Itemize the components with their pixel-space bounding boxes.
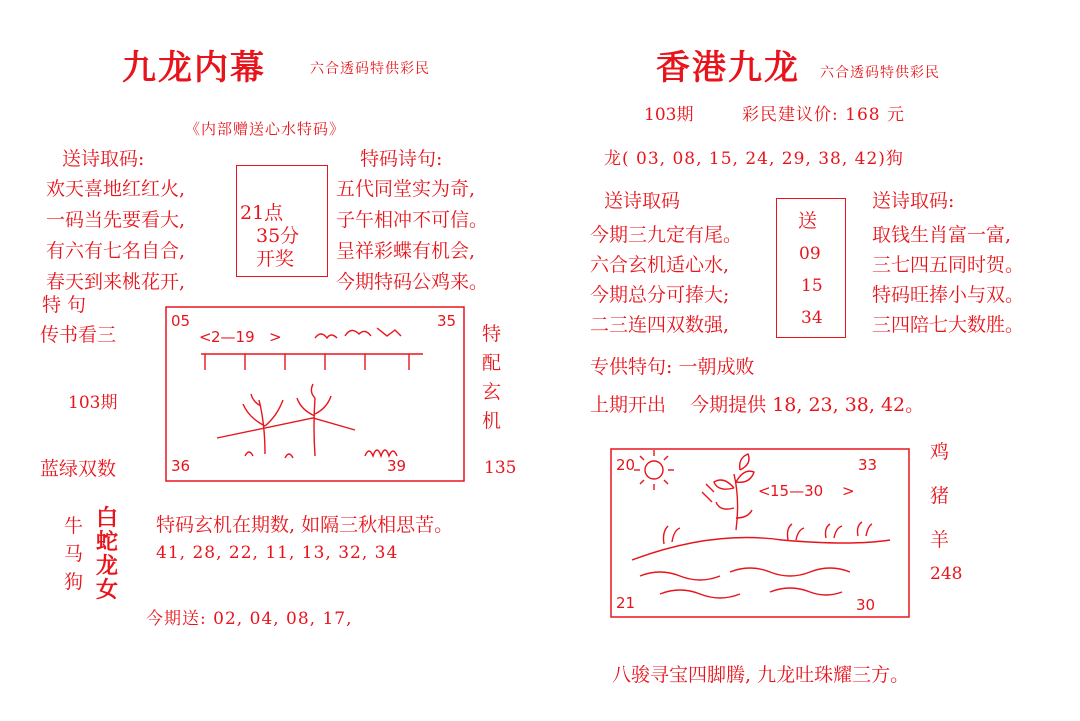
sketch-range: 2—19 xyxy=(211,328,255,346)
sketch-corner-tl: 05 xyxy=(171,312,191,330)
zodiac-char: 鸡 xyxy=(930,441,950,463)
flower-sketch xyxy=(702,454,754,530)
zodiac-small: 牛 xyxy=(64,515,84,537)
zodiac-char: 猪 xyxy=(930,485,950,507)
left-verse-header: 特码诗句: xyxy=(360,148,443,170)
right-special: 专供特句: 一朝成败 xyxy=(590,356,755,378)
right-issue: 103期 xyxy=(644,105,694,125)
plants-sketch xyxy=(217,384,397,458)
sketch-corner-br: 30 xyxy=(856,596,876,614)
right-side-number: 248 xyxy=(930,564,963,584)
left-subtitle: 六合透码特供彩民 xyxy=(310,61,430,77)
right-poem-right xyxy=(872,220,1024,340)
left-right-number: 135 xyxy=(484,458,517,478)
right-poem-left-line: 今期总分可捧大; xyxy=(590,284,730,306)
left-riddle: 特码玄机在期数, 如隔三秋相思苦。 xyxy=(156,514,454,536)
zodiac-small: 狗 xyxy=(64,571,84,593)
left-time-hour: 21点 xyxy=(240,202,284,224)
right-send-number: 09 xyxy=(799,244,821,264)
sketch-corner-br: 39 xyxy=(387,457,407,475)
right-subtitle: 六合透码特供彩民 xyxy=(820,65,940,81)
left-hint-line: 传书看三 xyxy=(40,324,117,346)
right-title: 香港九龙 xyxy=(656,48,800,88)
right-poem-right-line: 特码旺捧小与双。 xyxy=(872,284,1025,306)
vertical-char: 玄 xyxy=(482,381,502,403)
left-poem-line: 春天到来桃花开, xyxy=(46,271,186,293)
right-vertical-zodiac xyxy=(930,430,949,562)
left-gift-line: 《内部赠送心水特码》 xyxy=(185,120,346,138)
sketch-frame xyxy=(611,449,909,617)
zodiac-big: 蛇 xyxy=(96,529,119,555)
right-poem-left-line: 六合玄机适心水, xyxy=(590,254,730,276)
sketch-corner-tr: 35 xyxy=(437,312,457,330)
right-dragon-line: 龙( 03, 08, 15, 24, 29, 38, 42)狗 xyxy=(604,149,904,169)
right-poem-header-left: 送诗取码 xyxy=(604,190,681,212)
vertical-char: 机 xyxy=(482,410,502,432)
sketch-range: 15—30 xyxy=(770,482,824,500)
cloud-scribbles xyxy=(315,328,401,338)
left-send: 今期送: 02, 04, 08, 17, xyxy=(146,609,353,629)
zodiac-small-column xyxy=(64,512,83,596)
sketch-range-close: > xyxy=(269,328,282,346)
sketch-corner-bl: 36 xyxy=(171,457,191,475)
zodiac-big: 白 xyxy=(96,505,119,531)
right-send-label: 送 xyxy=(798,210,818,232)
left-verse xyxy=(336,174,488,298)
left-issue: 103期 xyxy=(68,393,118,413)
zodiac-big: 女 xyxy=(96,577,119,603)
zodiac-char: 羊 xyxy=(930,529,950,551)
right-poem-right-line: 取钱生肖富一富, xyxy=(872,224,1012,246)
right-poem-left xyxy=(590,220,742,340)
right-poem-header-right: 送诗取码: xyxy=(872,190,955,212)
left-poem-line: 欢天喜地红红火, xyxy=(46,178,186,200)
left-verse-line: 今期特码公鸡来。 xyxy=(336,271,489,293)
left-special-label: 特 句 xyxy=(42,294,87,316)
left-poem-header: 送诗取码: xyxy=(62,148,145,170)
left-numbers: 41, 28, 22, 11, 13, 32, 34 xyxy=(156,543,399,563)
vertical-char: 配 xyxy=(482,352,502,374)
zodiac-big: 龙 xyxy=(96,553,119,579)
bridge-rail xyxy=(201,354,423,370)
right-poem-right-line: 三四陪七大数胜。 xyxy=(872,314,1025,336)
right-poem-left-line: 今期三九定有尾。 xyxy=(590,224,743,246)
right-poem-left-line: 二三连四双数强, xyxy=(590,314,730,336)
sketch-corner-bl: 21 xyxy=(616,594,636,612)
sketch-corner-tl: 20 xyxy=(616,456,636,474)
left-verse-line: 呈祥彩蝶有机会, xyxy=(336,240,476,262)
left-poem xyxy=(46,174,185,298)
grass-hill-sketch xyxy=(632,522,890,598)
sketch-range-open: < xyxy=(758,482,771,500)
left-color-hint: 蓝绿双数 xyxy=(40,458,117,480)
right-send-number: 15 xyxy=(801,276,823,296)
left-poem-line: 一码当先要看大, xyxy=(46,209,186,231)
sketch-range-open: < xyxy=(199,328,212,346)
right-send-number: 34 xyxy=(801,308,823,328)
left-sketch xyxy=(165,306,465,482)
right-sketch xyxy=(610,448,910,618)
left-title: 九龙内幕 xyxy=(122,48,266,88)
right-last-issue: 上期开出 今期提供 18, 23, 38, 42。 xyxy=(590,394,925,416)
left-verse-line: 五代同堂实为奇, xyxy=(336,178,476,200)
zodiac-big-column xyxy=(96,506,118,602)
vertical-char: 特 xyxy=(482,323,502,345)
right-footer: 八骏寻宝四脚腾, 九龙吐珠耀三方。 xyxy=(612,664,910,686)
right-poem-right-line: 三七四五同时贺。 xyxy=(872,254,1025,276)
sketch-range-close: > xyxy=(842,482,855,500)
sketch-corner-tr: 33 xyxy=(858,456,878,474)
right-price: 彩民建议价: 168 元 xyxy=(742,105,905,125)
sun-sketch xyxy=(634,450,674,490)
left-time-minute: 35分 xyxy=(256,225,300,247)
left-vertical-label xyxy=(482,320,501,436)
left-poem-line: 有六有七名自合, xyxy=(46,240,186,262)
zodiac-small: 马 xyxy=(64,543,84,565)
left-time-label: 开奖 xyxy=(256,248,295,270)
left-verse-line: 子午相冲不可信。 xyxy=(336,209,489,231)
